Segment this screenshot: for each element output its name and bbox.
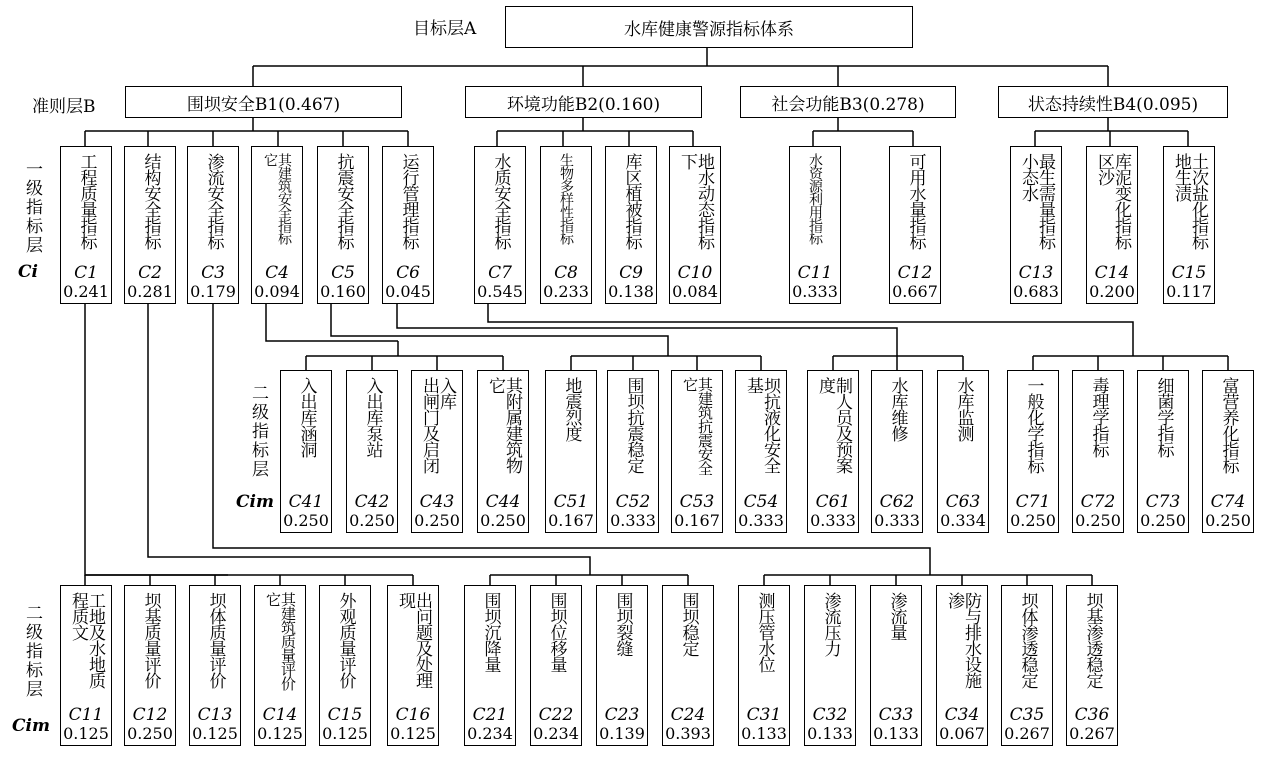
indicator-name: [69, 592, 103, 688]
indicator-name-column: 现: [395, 592, 415, 608]
indicator-weight: 0.250: [1010, 510, 1056, 530]
indicator-weight: 0.125: [322, 723, 368, 743]
indicator-box-c52: [607, 370, 659, 533]
indicator-weight: 0.084: [672, 281, 718, 301]
indicator-name-column: 测压管水位: [754, 592, 775, 672]
indicator-name: [808, 153, 822, 244]
indicator-code: C44: [485, 491, 521, 512]
indicator-code: C31: [746, 704, 782, 725]
indicator-name: [1172, 153, 1206, 249]
indicator-name-column: 可用水量指标: [905, 153, 926, 249]
indicator-box-c61: [807, 370, 859, 533]
indicator-name: [816, 377, 850, 473]
indicator-name-column: 运行管理指标: [398, 153, 419, 249]
indicator-weight: 0.281: [127, 281, 173, 301]
indicator-name: [364, 377, 381, 457]
indicator-name: [955, 377, 972, 441]
indicator-box-c6: [382, 146, 434, 304]
indicator-weight: 0.250: [127, 723, 173, 743]
indicator-box-c7: [474, 146, 526, 304]
indicator-weight: 0.334: [940, 510, 986, 530]
indicator-box-c5: [317, 146, 369, 304]
indicator-name-column: 防与排水设施: [961, 592, 981, 688]
indicator-code: C14: [262, 704, 298, 725]
indicator-name: [756, 592, 773, 672]
indicator-name-column: 水库维修: [887, 377, 908, 441]
indicator-name-column: 土次盐化指标: [1188, 153, 1208, 249]
indicator-code: C13: [1018, 262, 1054, 283]
indicator-box-c9: [605, 146, 657, 304]
indicator-code: C72: [1080, 491, 1116, 512]
indicator-name: [625, 377, 642, 473]
indicator-box-c74: [1202, 370, 1254, 533]
indicator-name-column: 库区植被指标: [621, 153, 642, 249]
indicator-weight: 0.045: [385, 281, 431, 301]
indicator-code: C15: [327, 704, 363, 725]
indicator-code: C14: [1094, 262, 1130, 283]
indicator-name: [945, 592, 979, 688]
indicator-code: C43: [419, 491, 455, 512]
indicator-name-column: 最生需量指标: [1035, 153, 1055, 249]
indicator-name: [1220, 377, 1237, 473]
indicator-box-c14s: [254, 585, 306, 746]
indicator-weight: 0.250: [414, 510, 460, 530]
indicator-name: [678, 153, 712, 249]
indicator-name: [492, 153, 509, 249]
indicator-name: [548, 592, 565, 672]
indicator-box-c12: [889, 146, 941, 304]
indicator-weight: 0.133: [873, 723, 919, 743]
indicator-code: C4: [265, 262, 289, 283]
indicator-name-column: 其附属建筑物: [502, 377, 522, 473]
indicator-name: [142, 153, 159, 249]
indicator-name: [563, 377, 580, 441]
indicator-code: C32: [812, 704, 848, 725]
indicator-box-c35: [1001, 585, 1053, 746]
indicator-name-column: 工程质量指标: [76, 153, 97, 249]
indicator-weight: 0.250: [349, 510, 395, 530]
indicator-box-c31: [738, 585, 790, 746]
indicator-box-c43: [411, 370, 463, 533]
indicator-name: [889, 377, 906, 441]
indicator-name-column: 细菌学指标: [1153, 377, 1174, 457]
indicator-code: C11: [68, 704, 104, 725]
indicator-name-column: 基: [743, 377, 763, 393]
indicator-name: [1090, 377, 1107, 457]
indicator-code: C24: [670, 704, 706, 725]
indicator-box-c10: [669, 146, 721, 304]
indicator-code: C62: [879, 491, 915, 512]
indicator-name-column: 结构安全指标: [140, 153, 161, 249]
indicator-weight: 0.545: [477, 281, 523, 301]
indicator-box-c63: [937, 370, 989, 533]
indicator-code: C34: [944, 704, 980, 725]
indicator-weight: 0.250: [1140, 510, 1186, 530]
indicator-name-column: 富营养化指标: [1218, 377, 1239, 473]
indicator-name: [744, 377, 778, 473]
indicator-box-c4: [251, 146, 303, 304]
indicator-box-c8: [540, 146, 592, 304]
indicator-box-c2: [124, 146, 176, 304]
indicator-weight: 0.241: [63, 281, 109, 301]
level1-label: 一级指标层: [22, 160, 42, 255]
indicator-weight: 0.233: [543, 281, 589, 301]
indicator-box-c21: [464, 585, 516, 746]
indicator-name: [396, 592, 430, 688]
indicator-code: C2: [138, 262, 162, 283]
indicator-name-column: 围坝沉降量: [480, 592, 501, 672]
indicator-weight: 0.250: [480, 510, 526, 530]
indicator-weight: 0.333: [610, 510, 656, 530]
indicator-name-column: 毒理学指标: [1088, 377, 1109, 457]
indicator-name: [420, 377, 454, 473]
indicator-box-c12s: [124, 585, 176, 746]
indicator-name-column: 工地及水地质: [85, 592, 105, 688]
indicator-name-column: 出闸门及启闭: [419, 377, 439, 473]
indicator-name-column: 坝基质量评价: [140, 592, 161, 688]
indicator-box-c22: [530, 585, 582, 746]
indicator-name-column: 其建筑质量评价: [279, 592, 297, 690]
criteria-box-b1: 围坝安全B1(0.467): [125, 86, 402, 118]
indicator-name: [1095, 153, 1129, 249]
indicator-weight: 0.333: [738, 510, 784, 530]
indicator-name-column: 渗流压力: [820, 592, 841, 656]
indicator-name-column: 制人员及预案: [832, 377, 852, 473]
indicator-name-column: 水库监测: [953, 377, 974, 441]
indicator-box-c42: [346, 370, 398, 533]
indicator-weight: 0.267: [1004, 723, 1050, 743]
indicator-weight: 0.160: [320, 281, 366, 301]
level2-upper-label: 二级指标层: [248, 384, 268, 479]
indicator-code: C51: [553, 491, 589, 512]
indicator-name-column: 它: [262, 153, 278, 166]
indicator-name-column: 它: [264, 592, 282, 606]
indicator-name-column: 生物多样性指标: [558, 153, 574, 244]
indicator-box-c11: [789, 146, 841, 304]
indicator-weight: 0.179: [190, 281, 236, 301]
indicator-weight: 0.267: [1069, 723, 1115, 743]
indicator-name: [1155, 377, 1172, 457]
indicator-box-c15s: [319, 585, 371, 746]
indicator-name-column: 库泥变化指标: [1111, 153, 1131, 249]
indicator-name-column: 地生渍: [1171, 153, 1191, 201]
indicator-name: [263, 153, 291, 244]
indicator-code: C54: [743, 491, 779, 512]
level1-label-code: Ci: [18, 262, 38, 282]
indicator-box-c73: [1137, 370, 1189, 533]
indicator-name-column: 坝体渗透稳定: [1017, 592, 1038, 688]
indicator-code: C61: [815, 491, 851, 512]
indicator-box-c36: [1066, 585, 1118, 746]
indicator-box-c32: [804, 585, 856, 746]
indicator-name: [265, 592, 295, 690]
indicator-name-column: 其建筑抗震安全: [696, 377, 714, 475]
level2-lower-label-code: Cim: [12, 716, 50, 736]
indicator-code: C10: [677, 262, 713, 283]
indicator-name-column: 出问题及处理: [412, 592, 432, 688]
indicator-box-c13: [1010, 146, 1062, 304]
indicator-code: C53: [679, 491, 715, 512]
indicator-code: C23: [604, 704, 640, 725]
indicator-weight: 0.333: [874, 510, 920, 530]
indicator-code: C22: [538, 704, 574, 725]
indicator-box-c44: [477, 370, 529, 533]
indicator-name-column: 小态水: [1018, 153, 1038, 201]
criteria-box-b2: 环境功能B2(0.160): [465, 86, 702, 118]
indicator-name-column: 下: [677, 153, 697, 169]
indicator-code: C36: [1074, 704, 1110, 725]
indicator-weight: 0.125: [257, 723, 303, 743]
indicator-code: C41: [288, 491, 324, 512]
indicator-name: [337, 592, 354, 688]
indicator-code: C13: [197, 704, 233, 725]
indicator-name-column: 它: [681, 377, 699, 391]
indicator-name: [482, 592, 499, 672]
indicator-box-c1: [60, 146, 112, 304]
indicator-box-c11s: [60, 585, 112, 746]
indicator-name: [614, 592, 631, 656]
indicator-box-c14: [1086, 146, 1138, 304]
indicator-weight: 0.683: [1013, 281, 1059, 301]
indicator-name-column: 外观质量评价: [335, 592, 356, 688]
indicator-name: [680, 592, 697, 656]
indicator-name: [907, 153, 924, 249]
indicator-weight: 0.250: [1075, 510, 1121, 530]
indicator-name: [822, 592, 839, 656]
indicator-weight: 0.333: [810, 510, 856, 530]
indicator-code: C7: [488, 262, 512, 283]
indicator-code: C11: [797, 262, 833, 283]
indicator-weight: 0.125: [192, 723, 238, 743]
indicator-weight: 0.234: [467, 723, 513, 743]
indicator-weight: 0.094: [254, 281, 300, 301]
indicator-name-column: 围坝位移量: [546, 592, 567, 672]
indicator-code: C63: [945, 491, 981, 512]
indicator-box-c41: [280, 370, 332, 533]
indicator-weight: 0.234: [533, 723, 579, 743]
indicator-name: [1019, 592, 1036, 688]
indicator-box-c72: [1072, 370, 1124, 533]
indicator-weight: 0.250: [283, 510, 329, 530]
level2-lower-label: 二级指标层: [22, 604, 42, 699]
criteria-box-b4: 状态持续性B4(0.095): [998, 86, 1228, 118]
indicator-name-column: 渗: [944, 592, 964, 608]
indicator-code: C1: [74, 262, 98, 283]
indicator-box-c51: [545, 370, 597, 533]
indicator-weight: 0.667: [892, 281, 938, 301]
indicator-name: [400, 153, 417, 249]
indicator-code: C8: [554, 262, 578, 283]
indicator-box-c16s: [387, 585, 439, 746]
indicator-code: C15: [1171, 262, 1207, 283]
indicator-name: [682, 377, 712, 475]
indicator-name-column: 其建筑安全指标: [276, 153, 292, 244]
level2-upper-label-code: Cim: [236, 492, 274, 512]
indicator-weight: 0.125: [390, 723, 436, 743]
indicator-box-c34: [936, 585, 988, 746]
indicator-name: [205, 153, 222, 249]
indicator-name: [207, 592, 224, 688]
indicator-code: C42: [354, 491, 390, 512]
indicator-code: C12: [132, 704, 168, 725]
indicator-name-column: 围坝稳定: [678, 592, 699, 656]
indicator-name: [1025, 377, 1042, 473]
indicator-code: C52: [615, 491, 651, 512]
indicator-name-column: 渗流量: [886, 592, 907, 640]
indicator-code: C35: [1009, 704, 1045, 725]
indicator-code: C3: [201, 262, 225, 283]
indicator-code: C33: [878, 704, 914, 725]
indicator-code: C73: [1145, 491, 1181, 512]
indicator-name-column: 入出库涵洞: [296, 377, 317, 457]
indicator-name-column: 抗震安全指标: [333, 153, 354, 249]
indicator-weight: 0.167: [548, 510, 594, 530]
indicator-code: C12: [897, 262, 933, 283]
indicator-name-column: 渗流安全指标: [203, 153, 224, 249]
indicator-weight: 0.333: [792, 281, 838, 301]
indicator-name-column: 度: [815, 377, 835, 393]
indicator-name-column: 入库: [436, 377, 456, 409]
indicator-box-c23: [596, 585, 648, 746]
indicator-weight: 0.393: [665, 723, 711, 743]
indicator-weight: 0.250: [1205, 510, 1251, 530]
indicator-name-column: 地震烈度: [561, 377, 582, 441]
indicator-name-column: 坝体质量评价: [205, 592, 226, 688]
criteria-layer-label: 准则层B: [32, 97, 96, 117]
indicator-weight: 0.133: [741, 723, 787, 743]
indicator-name-column: 水质安全指标: [490, 153, 511, 249]
indicator-box-c3: [187, 146, 239, 304]
indicator-name: [559, 153, 573, 244]
criteria-box-b3: 社会功能B3(0.278): [740, 86, 956, 118]
indicator-weight: 0.117: [1166, 281, 1212, 301]
indicator-name: [335, 153, 352, 249]
indicator-box-c54: [735, 370, 787, 533]
goal-layer-label: 目标层A: [413, 19, 477, 39]
indicator-weight: 0.067: [939, 723, 985, 743]
indicator-code: C6: [396, 262, 420, 283]
indicator-weight: 0.133: [807, 723, 853, 743]
indicator-weight: 0.167: [674, 510, 720, 530]
indicator-weight: 0.125: [63, 723, 109, 743]
indicator-box-c24: [662, 585, 714, 746]
indicator-name-column: 入出库泵站: [362, 377, 383, 457]
indicator-box-c71: [1007, 370, 1059, 533]
indicator-name: [1084, 592, 1101, 688]
indicator-name-column: 一般化学指标: [1023, 377, 1044, 473]
indicator-code: C16: [395, 704, 431, 725]
indicator-box-c53: [671, 370, 723, 533]
indicator-box-c13s: [189, 585, 241, 746]
indicator-name-column: 地水动态指标: [694, 153, 714, 249]
indicator-weight: 0.138: [608, 281, 654, 301]
indicator-name-column: 围坝抗震稳定: [623, 377, 644, 473]
indicator-code: C9: [619, 262, 643, 283]
indicator-code: C74: [1210, 491, 1246, 512]
indicator-name-column: 程质文: [68, 592, 88, 640]
indicator-box-c15: [1163, 146, 1215, 304]
indicator-name-column: 水资源利用指标: [807, 153, 823, 244]
indicator-box-c33: [870, 585, 922, 746]
indicator-weight: 0.139: [599, 723, 645, 743]
indicator-name-column: 围坝裂缝: [612, 592, 633, 656]
indicator-name: [142, 592, 159, 688]
indicator-name-column: 坝抗液化安全: [760, 377, 780, 473]
indicator-name-column: 坝基渗透稳定: [1082, 592, 1103, 688]
goal-box: 水库健康警源指标体系: [505, 6, 913, 48]
indicator-name-column: 区沙: [1094, 153, 1114, 185]
indicator-weight: 0.200: [1089, 281, 1135, 301]
indicator-name: [78, 153, 95, 249]
indicator-name: [1019, 153, 1053, 249]
indicator-box-c62: [871, 370, 923, 533]
indicator-name: [486, 377, 520, 473]
indicator-name-column: 它: [485, 377, 505, 393]
indicator-name: [888, 592, 905, 640]
indicator-name: [623, 153, 640, 249]
indicator-code: C21: [472, 704, 508, 725]
indicator-name: [298, 377, 315, 457]
indicator-code: C5: [331, 262, 355, 283]
indicator-code: C71: [1015, 491, 1051, 512]
